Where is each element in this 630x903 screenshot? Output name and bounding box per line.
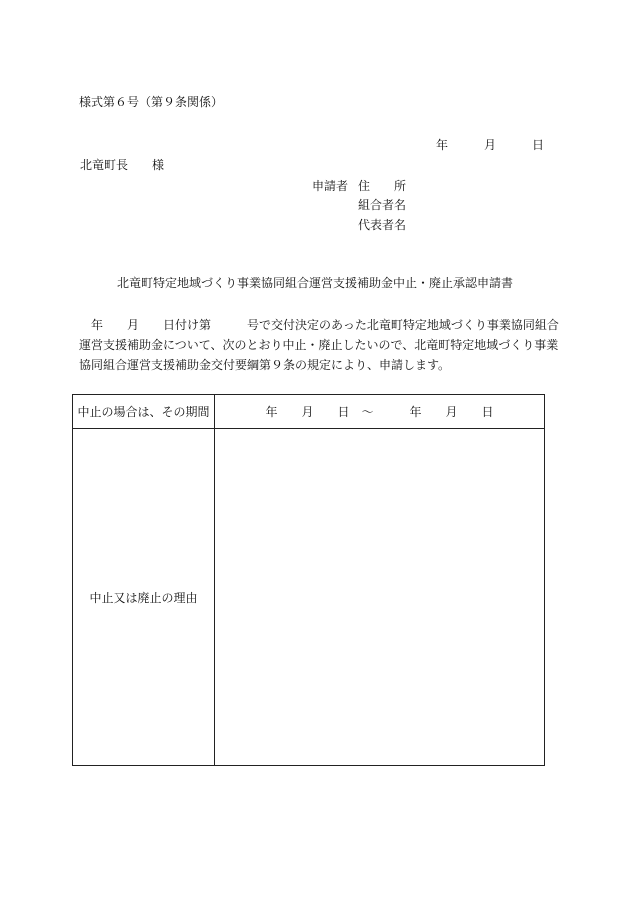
date-line: 年 月 日 [436,138,545,152]
body-text-line: 運営支援補助金について、次のとおり中止・廃止したいので、北竜町特定地域づくり事業 [79,338,559,352]
addressee: 北竜町長 様 [80,158,165,172]
period-value-field[interactable]: 年 月 日 ～ 年 月 日 [215,395,545,429]
body-text-line: 年 月 日付け第 号で交付決定のあった北竜町特定地域づくり事業協同組合 [79,318,559,332]
reason-value-field[interactable] [215,429,545,766]
applicant-label: 申請者 [312,179,349,193]
applicant-address-label: 住 所 [358,179,407,193]
applicant-representative-label: 代表者名 [358,218,407,232]
application-form-table [72,394,545,766]
document-title: 北竜町特定地域づくり事業協同組合運営支援補助金中止・廃止承認申請書 [116,276,513,290]
period-label: 中止の場合は、その期間 [73,395,215,429]
body-text-line: 協同組合運営支援補助金交付要綱第９条の規定により、申請します。 [79,358,451,372]
reason-label: 中止又は廃止の理由 [73,429,215,766]
applicant-union-name-label: 組合者名 [358,198,407,212]
form-number: 様式第６号（第９条関係） [79,95,224,109]
period-row [73,395,545,429]
reason-row [73,429,545,766]
